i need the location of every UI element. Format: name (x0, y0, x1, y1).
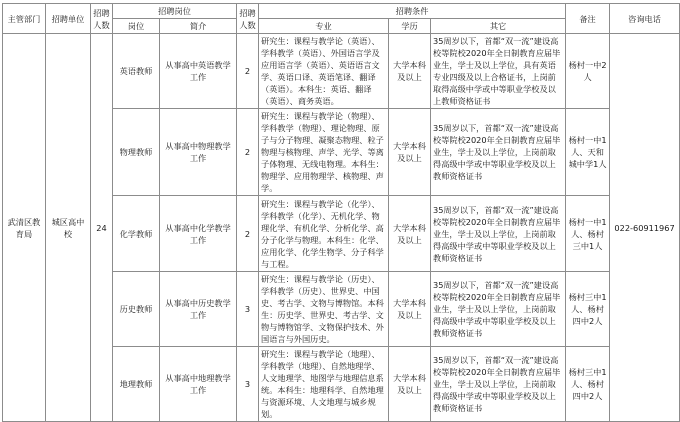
post-cell: 物理教师 (113, 109, 160, 196)
header-dept: 主管部门 (3, 4, 46, 34)
dept-cell: 武清区教育局 (3, 34, 46, 422)
intro-cell: 从事高中历史教学工作 (160, 272, 237, 347)
header-row-1 (3, 4, 680, 19)
other-cell: 35周岁以下，首都“双一流”建设高校等院校2020年全日制教育应届毕业生，学士及以上学位，上岗前取得高级中学或中等职业学校及以上教师资格证书 (431, 109, 566, 196)
other-cell: 35周岁以下，首都“双一流”建设高校等院校2020年全日制教育应届毕业生，学士及以上学位，具有英语专业四级及以上合格证书，上岗前取得高级中学或中等职业学校及以上教师资格证书 (431, 34, 566, 109)
header-other: 其它 (431, 19, 566, 34)
header-post-group: 招聘岗位 (113, 4, 237, 19)
note-cell: 杨村三中1人、杨村四中2人 (566, 347, 610, 422)
edu-cell: 大学本科及以上 (389, 109, 431, 196)
major-cell: 研究生：课程与教学论（物理）、学科教学（物理）、理论物理、原子与分子物理、凝聚态物理、粒子物理与核物理、声学、光学、等离子体物理、无线电物理。本科生：物理学、应用物理学、核物理、声学。 (259, 109, 389, 196)
unit-cell: 城区高中校 (46, 34, 91, 422)
header-intro: 简介 (160, 19, 237, 34)
header-post: 岗位 (113, 19, 160, 34)
note-cell: 杨村一中2人 (566, 34, 610, 109)
post-cell: 化学教师 (113, 196, 160, 272)
edu-cell: 大学本科及以上 (389, 347, 431, 422)
header-unit: 招聘单位 (46, 4, 91, 34)
header-major: 专业 (259, 19, 389, 34)
note-cell: 杨村三中1人、杨村四中2人 (566, 272, 610, 347)
total-cell: 24 (91, 34, 113, 422)
recruitment-table (2, 3, 680, 422)
header-count: 招聘人数 (237, 4, 259, 34)
post-cell: 英语教师 (113, 34, 160, 109)
other-cell: 35周岁以下，首都“双一流”建设高校等院校2020年全日制教育应届毕业生，学士及以上学位，上岗前取得高级中学或中等职业学校及以上教师资格证书 (431, 347, 566, 422)
table-row (3, 34, 680, 109)
major-cell: 研究生：课程与教学论（地理）、学科教学（地理）、自然地理学、人文地理学、地图学与地理信息系统。本科生：地理科学、自然地理与资源环境、人文地理与城乡规划。 (259, 347, 389, 422)
other-cell: 35周岁以下，首都“双一流”建设高校等院校2020年全日制教育应届毕业生，学士及以上学位，上岗前取得高级中学或中等职业学校及以上教师资格证书 (431, 196, 566, 272)
count-cell: 2 (237, 109, 259, 196)
edu-cell: 大学本科及以上 (389, 34, 431, 109)
header-edu: 学历 (389, 19, 431, 34)
count-cell: 3 (237, 347, 259, 422)
count-cell: 2 (237, 196, 259, 272)
header-total: 招聘人数 (91, 4, 113, 34)
phone-cell: 022-60911967 (610, 34, 680, 422)
edu-cell: 大学本科及以上 (389, 272, 431, 347)
edu-cell: 大学本科及以上 (389, 196, 431, 272)
intro-cell: 从事高中物理教学工作 (160, 109, 237, 196)
intro-cell: 从事高中地理教学工作 (160, 347, 237, 422)
header-note: 备注 (566, 4, 610, 34)
major-cell: 研究生：课程与教学论（英语）、学科教学（英语）、外国语言学及应用语言学（英语）、英语语言文学、英语口译、英语笔译、翻译（英语）。本科生：英语、翻译（英语）、商务英语。 (259, 34, 389, 109)
count-cell: 2 (237, 34, 259, 109)
header-phone: 咨询电话 (610, 4, 680, 34)
note-cell: 杨村一中1人、杨村三中1人 (566, 196, 610, 272)
post-cell: 地理教师 (113, 347, 160, 422)
major-cell: 研究生：课程与教学论（历史）、学科教学（历史）、世界史、中国史、考古学、文物与博物馆。本科生：历史学、世界史、考古学、文物与博物馆学、文物保护技术、外国语言与外国历史。 (259, 272, 389, 347)
major-cell: 研究生：课程与教学论（化学）、学科教学（化学）、无机化学、物理化学、有机化学、分析化学、高分子化学与物理。本科生：化学、应用化学、化学生物学、分子科学与工程。 (259, 196, 389, 272)
intro-cell: 从事高中英语教学工作 (160, 34, 237, 109)
post-cell: 历史教师 (113, 272, 160, 347)
note-cell: 杨村一中1人、天和城中学1人 (566, 109, 610, 196)
count-cell: 3 (237, 272, 259, 347)
header-cond-group: 招聘条件 (259, 4, 566, 19)
other-cell: 35周岁以下，首都“双一流”建设高校等院校2020年全日制教育应届毕业生，学士及以上学位，上岗前取得高级中学或中等职业学校及以上教师资格证书 (431, 272, 566, 347)
intro-cell: 从事高中化学教学工作 (160, 196, 237, 272)
